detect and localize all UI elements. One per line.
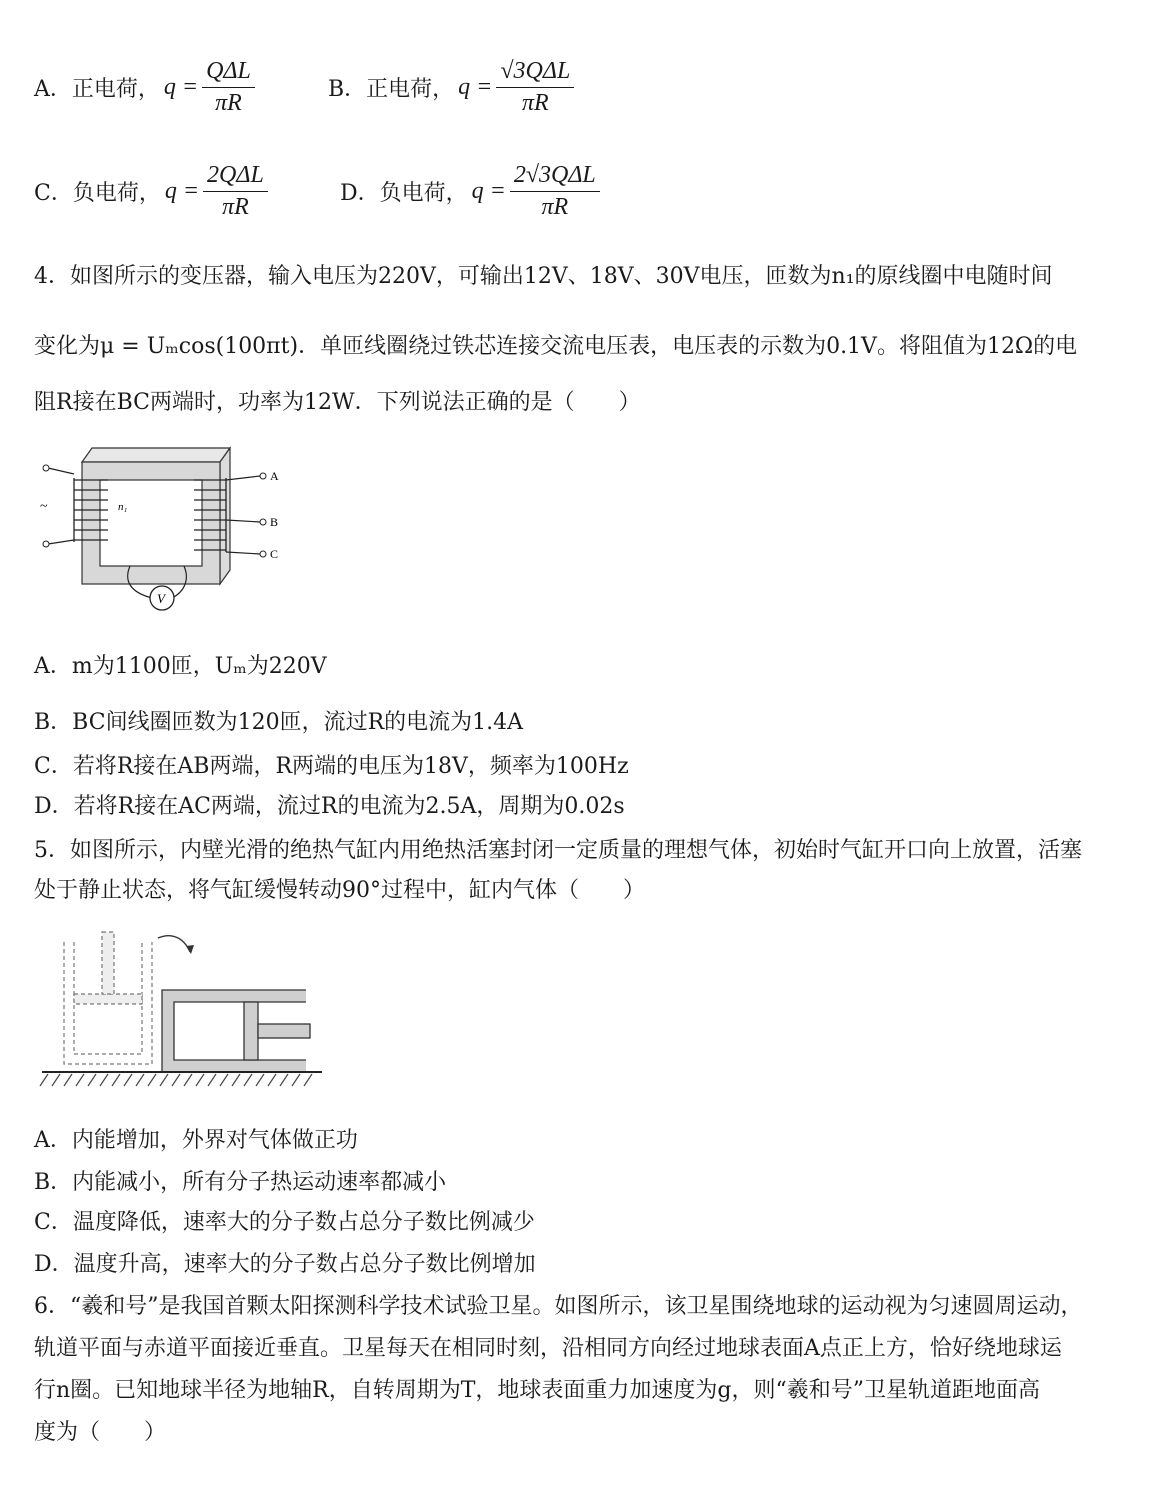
ac-source-label: ~ bbox=[40, 499, 48, 514]
q4-option-d: D．若将R接在AC两端，流过R的电流为2.5A，周期为0.02s bbox=[34, 794, 625, 819]
q6-stem-line-2: 轨道平面与赤道平面接近垂直。卫星每天在相同时刻，沿相同方向经过地球表面A点正上方，恰好绕地球运 bbox=[34, 1336, 1062, 1361]
fraction bbox=[510, 162, 600, 221]
cylinder-figure bbox=[34, 924, 334, 1110]
denominator: πR bbox=[522, 90, 549, 116]
fraction bbox=[203, 162, 268, 221]
q6-stem-line-1: 6．“羲和号”是我国首颗太阳探测科学技术试验卫星。如图所示，该卫星围绕地球的运动视为匀速圆周运动， bbox=[34, 1294, 1083, 1319]
transformer-figure bbox=[34, 440, 294, 620]
q3-option-a bbox=[34, 58, 255, 117]
equation-var: q = bbox=[163, 74, 199, 100]
q4-option-b: B．BC间线圈匝数为120匝，流过R的电流为1.4A bbox=[34, 710, 524, 735]
n1-label: n₁ bbox=[118, 501, 128, 513]
numerator: QΔL bbox=[202, 58, 255, 88]
q5-option-d: D．温度升高，速率大的分子数占总分子数比例增加 bbox=[34, 1252, 536, 1277]
option-label: D．负电荷， bbox=[340, 181, 468, 206]
q5-stem-line-1: 5．如图所示，内壁光滑的绝热气缸内用绝热活塞封闭一定质量的理想气体，初始时气缸开口向上放置，活塞 bbox=[34, 838, 1083, 863]
equation-var: q = bbox=[471, 178, 506, 204]
q5-option-a: A．内能增加，外界对气体做正功 bbox=[34, 1128, 358, 1153]
terminal-b-label: B bbox=[270, 515, 279, 529]
q3-option-b bbox=[328, 58, 574, 117]
numerator: √3QΔL bbox=[496, 58, 574, 88]
q4-stem-line-3: 阻R接在BC两端时，功率为12W．下列说法正确的是（ ） bbox=[34, 390, 641, 415]
denominator: πR bbox=[215, 90, 242, 116]
q4-stem-line-2: 变化为μ = Uₘcos(100πt)．单匝线圈绕过铁芯连接交流电压表，电压表的示数为0.1V。将阻值为12Ω的电 bbox=[34, 334, 1078, 359]
q6-stem-line-4: 度为（ ） bbox=[34, 1420, 167, 1445]
equation-var: q = bbox=[164, 178, 200, 204]
q6-stem-line-3: 行n圈。已知地球半径为地轴R，自转周期为T，地球表面重力加速度为g，则“羲和号”卫星轨道距地面高 bbox=[34, 1378, 1040, 1403]
q4-option-c: C．若将R接在AB两端，R两端的电压为18V，频率为100Hz bbox=[34, 754, 629, 779]
voltmeter-label: V bbox=[157, 591, 165, 606]
denominator: πR bbox=[222, 194, 249, 220]
q5-option-c: C．温度降低，速率大的分子数占总分子数比例减少 bbox=[34, 1210, 535, 1235]
q5-stem-line-2: 处于静止状态，将气缸缓慢转动90°过程中，缸内气体（ ） bbox=[34, 878, 645, 903]
option-label: C．负电荷， bbox=[34, 181, 161, 206]
equation-var: q = bbox=[458, 74, 493, 100]
option-label: B．正电荷， bbox=[328, 77, 455, 102]
q5-option-b: B．内能减小，所有分子热运动速率都减小 bbox=[34, 1170, 447, 1195]
terminal-a-label: A bbox=[270, 469, 279, 483]
q3-option-d bbox=[340, 162, 600, 221]
q3-option-c bbox=[34, 162, 268, 221]
terminal-c-label: C bbox=[270, 547, 279, 561]
q4-option-a: A．m为1100匝，Uₘ为220V bbox=[34, 654, 327, 679]
option-label: A．正电荷， bbox=[34, 77, 160, 102]
fraction bbox=[496, 58, 574, 117]
numerator: 2QΔL bbox=[203, 162, 268, 192]
fraction bbox=[202, 58, 255, 117]
q4-stem-line-1: 4．如图所示的变压器，输入电压为220V，可输出12V、18V、30V电压，匝数为n₁的原线圈中电随时间 bbox=[34, 264, 1053, 289]
denominator: πR bbox=[541, 194, 569, 220]
numerator: 2√3QΔL bbox=[510, 162, 600, 192]
